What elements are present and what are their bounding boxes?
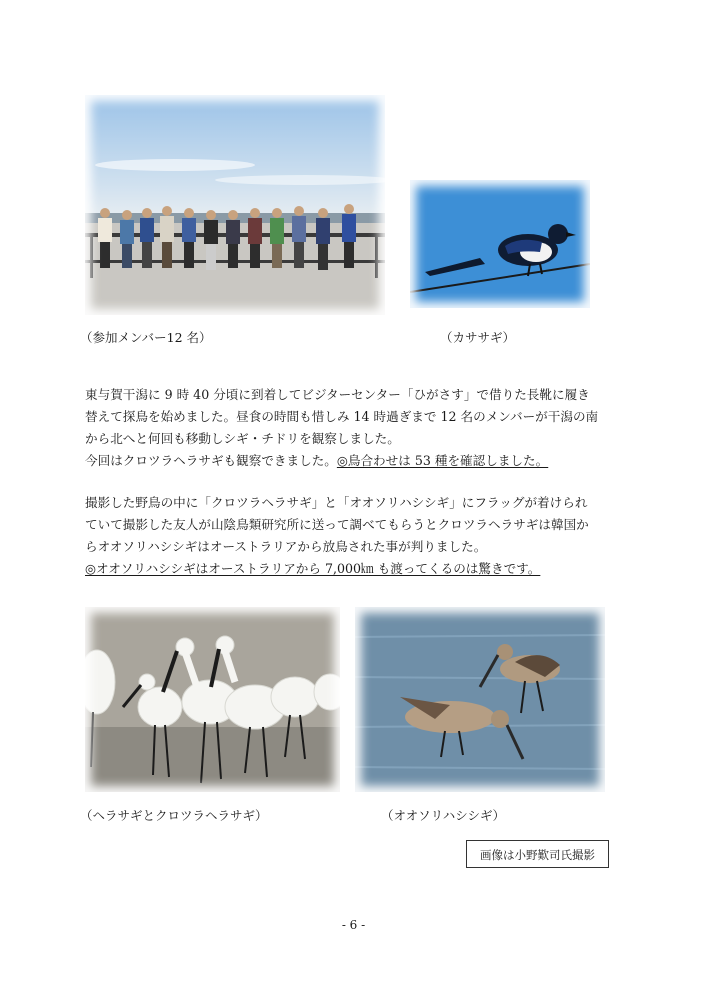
paragraph2-line3: らオオソリハシシギはオーストラリアから放鳥された事が判りました。	[85, 539, 487, 554]
paragraph1-line4	[85, 450, 645, 472]
spoonbills-caption: （ヘラサギとクロツラヘラサギ）	[80, 808, 268, 823]
godwits-caption: （オオソリハシシギ）	[381, 808, 505, 823]
paragraph1-line2: 替えて探鳥を始めました。昼食の時間も惜しみ 14 時過ぎまで 12 名のメンバーが干潟の南	[85, 409, 599, 424]
members-caption: （参加メンバー12 名）	[80, 330, 212, 345]
paragraph1-line3: から北へと何回も移動しシギ・チドリを観察しました。	[85, 431, 400, 446]
report-paragraph-1	[85, 384, 645, 472]
page-number: - 6 -	[341, 918, 366, 932]
members-photo	[85, 95, 385, 315]
magpie-photo	[410, 180, 590, 308]
paragraph1-line1: 東与賀干潟に 9 時 40 分頃に到着してビジターセンター「ひがさす」で借りた長靴に履き	[85, 387, 590, 402]
paragraph2-line2: ていて撮影した友人が山陰鳥類研究所に送って調べてもらうとクロツラヘラサギは韓国か	[85, 517, 589, 532]
species-count-note: ◎鳥合わせは 53 種を確認しました。	[336, 453, 549, 468]
report-paragraph-2	[85, 492, 645, 580]
photo-credit-box: 画像は小野歎司氏撮影	[466, 840, 609, 868]
godwits-photo	[355, 607, 605, 792]
paragraph2-line1: 撮影した野鳥の中に「クロツラヘラサギ」と「オオソリハシシギ」にフラッグが着けられ	[85, 495, 588, 510]
spoonbills-photo	[85, 607, 340, 792]
magpie-caption: （カササギ）	[440, 330, 516, 345]
godwit-migration-note: ◎オオソリハシシギはオーストラリアから 7,000㎞ も渡ってくるのは驚きです。	[85, 561, 541, 576]
paragraph1-line4-plain: 今回はクロツラヘラサギも観察できました。	[85, 453, 337, 468]
